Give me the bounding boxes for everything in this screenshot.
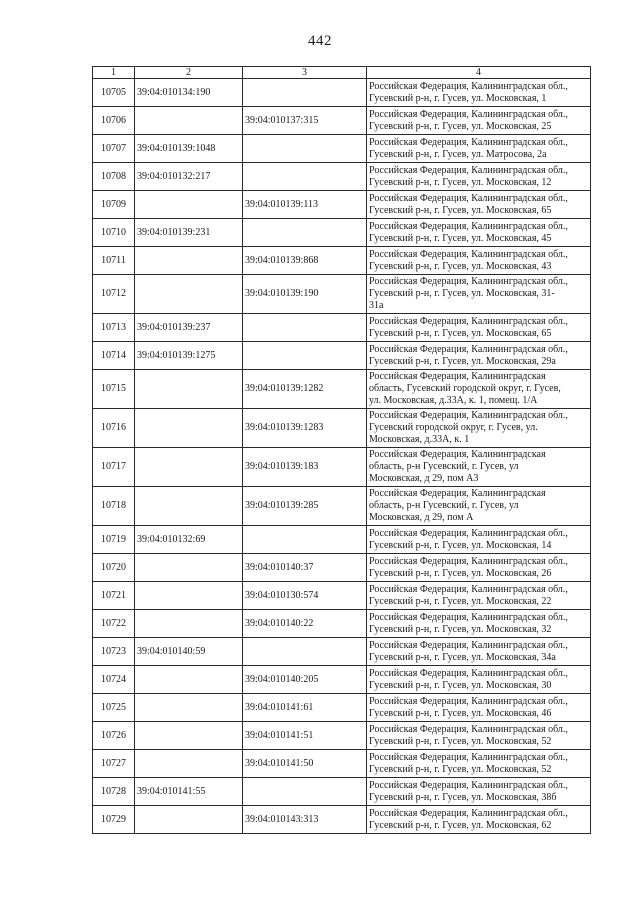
related-cadastral-number-cell: 39:04:010139:1282 (243, 370, 367, 409)
row-number-cell: 10714 (93, 342, 135, 370)
address-cell (367, 554, 591, 582)
table-row (93, 370, 591, 409)
address-cell (367, 722, 591, 750)
table-body (93, 79, 591, 834)
related-cadastral-number-cell: 39:04:010140:37 (243, 554, 367, 582)
table-header (93, 67, 591, 79)
address-line: Московская, д 29, пом А (369, 512, 474, 523)
related-cadastral-number-cell (243, 778, 367, 806)
address-cell (367, 610, 591, 638)
table-row (93, 79, 591, 107)
address-line: ул. Московская, д.33А, к. 1, помещ. 1/А (369, 395, 538, 406)
address-line: Российская Федерация, Калининградская обл., (369, 639, 568, 651)
address-line: Гусевский р-н, г. Гусев, ул. Московская, 52 (369, 763, 552, 775)
address-line: Российская Федерация, Калининградская обл., (369, 751, 568, 763)
address-line: 31а (369, 300, 384, 311)
address-line: Российская Федерация, Калининградская обл., (369, 779, 568, 791)
address-cell (367, 79, 591, 107)
cadastral-number-cell (135, 247, 243, 275)
cadastral-number-cell (135, 191, 243, 219)
related-cadastral-number-cell: 39:04:010141:51 (243, 722, 367, 750)
row-number-cell: 10716 (93, 409, 135, 448)
table-row (93, 778, 591, 806)
address-cell (367, 191, 591, 219)
table-row (93, 694, 591, 722)
address-cell (367, 135, 591, 163)
address-cell (367, 666, 591, 694)
row-number-cell: 10728 (93, 778, 135, 806)
cadastral-number-cell (135, 806, 243, 834)
address-line: Российская Федерация, Калининградская (369, 449, 546, 460)
related-cadastral-number-cell: 39:04:010140:22 (243, 610, 367, 638)
row-number-cell: 10712 (93, 275, 135, 314)
row-number-cell: 10726 (93, 722, 135, 750)
row-number-cell: 10717 (93, 448, 135, 487)
related-cadastral-number-cell (243, 135, 367, 163)
address-cell (367, 314, 591, 342)
address-line: Российская Федерация, Калининградская обл., (369, 695, 568, 707)
address-line: Гусевский р-н, г. Гусев, ул. Московская, 65 (369, 327, 552, 339)
table-row (93, 610, 591, 638)
table-row (93, 163, 591, 191)
address-cell (367, 487, 591, 526)
table-row (93, 666, 591, 694)
cadastral-number-cell (135, 610, 243, 638)
table-row (93, 722, 591, 750)
related-cadastral-number-cell (243, 219, 367, 247)
address-cell (367, 163, 591, 191)
address-line: Российская Федерация, Калининградская обл., (369, 315, 568, 327)
row-number-cell: 10718 (93, 487, 135, 526)
row-number-cell: 10725 (93, 694, 135, 722)
table-row (93, 342, 591, 370)
address-line: Гусевский р-н, г. Гусев, ул. Матросова, 2а (369, 148, 547, 160)
row-number-cell: 10720 (93, 554, 135, 582)
address-cell (367, 247, 591, 275)
row-number-cell: 10723 (93, 638, 135, 666)
row-number-cell: 10722 (93, 610, 135, 638)
cadastral-number-cell (135, 487, 243, 526)
address-line: Московская, д 29, пом А3 (369, 473, 479, 484)
address-cell (367, 219, 591, 247)
address-line: Российская Федерация, Калининградская обл., (369, 343, 568, 355)
address-line: Российская Федерация, Калининградская обл., (369, 723, 568, 735)
address-cell (367, 342, 591, 370)
related-cadastral-number-cell: 39:04:010140:205 (243, 666, 367, 694)
cadastral-number-cell: 39:04:010139:1048 (135, 135, 243, 163)
cadastral-number-cell: 39:04:010139:231 (135, 219, 243, 247)
address-line: Гусевский р-н, г. Гусев, ул. Московская, 1 (369, 92, 547, 104)
address-cell (367, 370, 591, 409)
table-row (93, 526, 591, 554)
table-row (93, 582, 591, 610)
row-number-cell: 10719 (93, 526, 135, 554)
cadastral-number-cell: 39:04:010140:59 (135, 638, 243, 666)
address-line: Российская Федерация, Калининградская обл., (369, 136, 568, 148)
table-row (93, 806, 591, 834)
address-line: Российская Федерация, Калининградская обл., (369, 583, 568, 595)
related-cadastral-number-cell (243, 638, 367, 666)
related-cadastral-number-cell: 39:04:010141:61 (243, 694, 367, 722)
address-cell (367, 638, 591, 666)
address-cell (367, 526, 591, 554)
table-row (93, 275, 591, 314)
column-header-3: 3 (243, 67, 367, 79)
row-number-cell: 10706 (93, 107, 135, 135)
row-number-cell: 10708 (93, 163, 135, 191)
cadastral-number-cell: 39:04:010132:69 (135, 526, 243, 554)
cadastral-number-cell: 39:04:010139:237 (135, 314, 243, 342)
cadastral-number-cell: 39:04:010134:190 (135, 79, 243, 107)
related-cadastral-number-cell: 39:04:010130:574 (243, 582, 367, 610)
address-line: Российская Федерация, Калининградская обл., (369, 276, 568, 287)
cadastral-number-cell (135, 370, 243, 409)
address-line: Российская Федерация, Калининградская обл., (369, 807, 568, 819)
address-line: Гусевский р-н, г. Гусев, ул. Московская, 29а (369, 355, 556, 367)
row-number-cell: 10729 (93, 806, 135, 834)
address-cell (367, 750, 591, 778)
cadastral-number-cell (135, 582, 243, 610)
table-row (93, 135, 591, 163)
cadastral-number-cell (135, 666, 243, 694)
table-row (93, 219, 591, 247)
address-line: Гусевский р-н, г. Гусев, ул. Московская, 14 (369, 539, 552, 551)
table-row (93, 448, 591, 487)
related-cadastral-number-cell (243, 526, 367, 554)
related-cadastral-number-cell: 39:04:010139:183 (243, 448, 367, 487)
row-number-cell: 10713 (93, 314, 135, 342)
related-cadastral-number-cell: 39:04:010139:190 (243, 275, 367, 314)
related-cadastral-number-cell (243, 79, 367, 107)
address-line: Гусевский р-н, г. Гусев, ул. Московская, 38б (369, 791, 557, 803)
table-row (93, 247, 591, 275)
cadastral-number-cell: 39:04:010132:217 (135, 163, 243, 191)
address-line: Гусевский р-н, г. Гусев, ул. Московская, 30 (369, 679, 552, 691)
address-line: область, р-н Гусевский, г. Гусев, ул (369, 461, 519, 472)
row-number-cell: 10705 (93, 79, 135, 107)
address-line: Гусевский р-н, г. Гусев, ул. Московская, 46 (369, 707, 552, 719)
address-cell (367, 806, 591, 834)
address-line: Российская Федерация, Калининградская (369, 371, 546, 382)
row-number-cell: 10711 (93, 247, 135, 275)
cadastral-number-cell (135, 409, 243, 448)
cadastral-number-cell: 39:04:010139:1275 (135, 342, 243, 370)
header-row (93, 67, 591, 79)
address-cell (367, 448, 591, 487)
address-line: Гусевский р-н, г. Гусев, ул. Московская, 26 (369, 567, 552, 579)
related-cadastral-number-cell: 39:04:010139:285 (243, 487, 367, 526)
cadastral-number-cell (135, 722, 243, 750)
address-line: Российская Федерация, Калининградская обл., (369, 80, 568, 92)
address-line: Гусевский городской округ, г. Гусев, ул. (369, 422, 538, 433)
address-line: Российская Федерация, Калининградская обл., (369, 527, 568, 539)
table-row (93, 107, 591, 135)
related-cadastral-number-cell: 39:04:010141:50 (243, 750, 367, 778)
address-line: Гусевский р-н, г. Гусев, ул. Московская, 22 (369, 595, 552, 607)
address-line: Гусевский р-н, г. Гусев, ул. Московская, 25 (369, 120, 552, 132)
address-line: Гусевский р-н, г. Гусев, ул. Московская, 12 (369, 176, 552, 188)
address-line: Гусевский р-н, г. Гусев, ул. Московская, 65 (369, 204, 552, 216)
row-number-cell: 10721 (93, 582, 135, 610)
address-line: Гусевский р-н, г. Гусев, ул. Московская, 52 (369, 735, 552, 747)
cadastral-number-cell (135, 448, 243, 487)
address-line: Российская Федерация, Калининградская обл., (369, 108, 568, 120)
address-line: Гусевский р-н, г. Гусев, ул. Московская, 32 (369, 623, 552, 635)
address-cell (367, 694, 591, 722)
address-cell (367, 409, 591, 448)
page-number: 442 (308, 33, 332, 49)
address-line: область, р-н Гусевский, г. Гусев, ул (369, 500, 519, 511)
address-line: Гусевский р-н, г. Гусев, ул. Московская, 45 (369, 232, 552, 244)
table-row (93, 554, 591, 582)
cadastral-number-cell (135, 694, 243, 722)
register-table (92, 66, 591, 834)
related-cadastral-number-cell (243, 163, 367, 191)
related-cadastral-number-cell: 39:04:010139:1283 (243, 409, 367, 448)
table-row (93, 750, 591, 778)
cadastral-number-cell (135, 750, 243, 778)
address-line: Российская Федерация, Калининградская обл., (369, 555, 568, 567)
address-line: Российская Федерация, Калининградская обл., (369, 667, 568, 679)
table-row (93, 191, 591, 219)
address-cell (367, 582, 591, 610)
related-cadastral-number-cell: 39:04:010139:113 (243, 191, 367, 219)
address-line: Российская Федерация, Калининградская (369, 488, 546, 499)
address-line: Гусевский р-н, г. Гусев, ул. Московская, 62 (369, 819, 552, 831)
column-header-4: 4 (367, 67, 591, 79)
address-line: Российская Федерация, Калининградская обл., (369, 192, 568, 204)
address-line: Гусевский р-н, г. Гусев, ул. Московская, 34а (369, 651, 556, 663)
cadastral-number-cell: 39:04:010141:55 (135, 778, 243, 806)
address-cell (367, 778, 591, 806)
address-line: Российская Федерация, Калининградская обл., (369, 410, 568, 421)
column-header-1: 1 (93, 67, 135, 79)
related-cadastral-number-cell: 39:04:010139:868 (243, 247, 367, 275)
cadastral-number-cell (135, 275, 243, 314)
row-number-cell: 10715 (93, 370, 135, 409)
cadastral-number-cell (135, 554, 243, 582)
address-cell (367, 107, 591, 135)
address-line: область, Гусевский городской округ, г. Гусев, (369, 383, 561, 394)
address-line: Гусевский р-н, г. Гусев, ул. Московская, 31- (369, 288, 555, 299)
address-line: Московская, д.33А, к. 1 (369, 434, 470, 445)
row-number-cell: 10724 (93, 666, 135, 694)
row-number-cell: 10727 (93, 750, 135, 778)
row-number-cell: 10709 (93, 191, 135, 219)
address-line: Российская Федерация, Калининградская обл., (369, 164, 568, 176)
row-number-cell: 10710 (93, 219, 135, 247)
row-number-cell: 10707 (93, 135, 135, 163)
table-row (93, 487, 591, 526)
related-cadastral-number-cell (243, 342, 367, 370)
address-cell (367, 275, 591, 314)
related-cadastral-number-cell (243, 314, 367, 342)
related-cadastral-number-cell: 39:04:010137:315 (243, 107, 367, 135)
table-row (93, 314, 591, 342)
related-cadastral-number-cell: 39:04:010143:313 (243, 806, 367, 834)
table-row (93, 409, 591, 448)
cadastral-number-cell (135, 107, 243, 135)
table-row (93, 638, 591, 666)
address-line: Российская Федерация, Калининградская обл., (369, 611, 568, 623)
address-line: Российская Федерация, Калининградская обл., (369, 220, 568, 232)
address-line: Российская Федерация, Калининградская обл., (369, 248, 568, 260)
column-header-2: 2 (135, 67, 243, 79)
address-line: Гусевский р-н, г. Гусев, ул. Московская, 43 (369, 260, 552, 272)
